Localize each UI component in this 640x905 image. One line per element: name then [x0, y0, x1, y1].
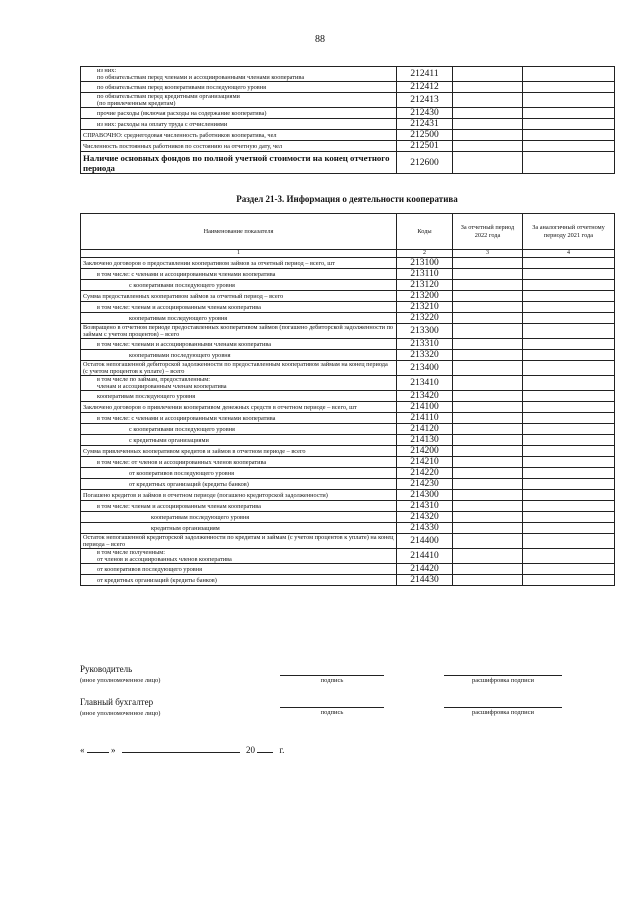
row-code: 213200 [397, 291, 453, 302]
value-previous-cell[interactable] [523, 424, 615, 435]
table-row [81, 269, 615, 280]
row-label: Сумма привлеченных кооперативом кредитов и займов в отчетном периоде – всего [81, 446, 397, 457]
date-close-quote: » [111, 745, 116, 755]
table-row [81, 402, 615, 413]
row-code: 214330 [397, 523, 453, 534]
top-table [80, 66, 615, 174]
row-code: 214310 [397, 501, 453, 512]
row-label: Заключено договоров о предоставлении кооперативом займов за отчетный период – всего, шт [81, 258, 397, 269]
value-previous-cell[interactable] [523, 258, 615, 269]
accountant-subtitle: (иное уполномоченное лицо) [80, 710, 161, 717]
row-label: из них: по обязательствам перед членами и ассоциированными членами кооператива [81, 67, 397, 82]
value-previous-cell[interactable] [523, 108, 615, 119]
row-label: от кооперативов последующего уровня [81, 564, 397, 575]
value-previous-cell[interactable] [523, 446, 615, 457]
value-previous-cell[interactable] [523, 119, 615, 130]
table-row [81, 82, 615, 93]
row-code: 212411 [397, 67, 453, 82]
value-current-cell[interactable] [453, 468, 523, 479]
value-current-cell[interactable] [453, 302, 523, 313]
accountant-title: Главный бухгалтер [80, 697, 154, 707]
row-label: СПРАВОЧНО: среднегодовая численность работников кооператива, чел [81, 130, 397, 141]
accountant-sign-label: подпись [320, 709, 344, 716]
table-row [81, 446, 615, 457]
row-code: 214230 [397, 479, 453, 490]
row-label: Наличие основных фондов по полной учетной стоимости на конец отчетного периода [81, 152, 397, 174]
row-code: 213220 [397, 313, 453, 324]
value-previous-cell[interactable] [523, 564, 615, 575]
accountant-signature-block [80, 697, 160, 719]
value-current-cell[interactable] [453, 391, 523, 402]
table-row [81, 549, 615, 564]
value-previous-cell[interactable] [523, 391, 615, 402]
row-label: от кредитных организаций (кредиты банков) [81, 575, 397, 586]
row-code: 213100 [397, 258, 453, 269]
value-previous-cell[interactable] [523, 82, 615, 93]
value-current-cell[interactable] [453, 152, 523, 174]
row-label: в том числе по займам, предоставленным: членам и ассоциированным членам кооператива [81, 376, 397, 391]
row-label: по обязательствам перед кооперативами последующего уровня [81, 82, 397, 93]
value-previous-cell[interactable] [523, 534, 615, 549]
row-label: в том числе: от членов и ассоциированных членов кооператива [81, 457, 397, 468]
value-current-cell[interactable] [453, 575, 523, 586]
row-code: 214220 [397, 468, 453, 479]
value-previous-cell[interactable] [523, 479, 615, 490]
table-row [81, 152, 615, 174]
value-current-cell[interactable] [453, 479, 523, 490]
row-code: 214410 [397, 549, 453, 564]
row-code: 213420 [397, 391, 453, 402]
value-previous-cell[interactable] [523, 130, 615, 141]
header-num-4: 4 [523, 250, 615, 258]
table-row [81, 564, 615, 575]
row-code: 214110 [397, 413, 453, 424]
value-previous-cell[interactable] [523, 402, 615, 413]
value-current-cell[interactable] [453, 67, 523, 82]
row-code: 214300 [397, 490, 453, 501]
value-previous-cell[interactable] [523, 67, 615, 82]
row-code: 214320 [397, 512, 453, 523]
value-previous-cell[interactable] [523, 435, 615, 446]
head-signature-block [80, 664, 160, 686]
table-row [81, 258, 615, 269]
row-code: 214100 [397, 402, 453, 413]
row-code: 212431 [397, 119, 453, 130]
value-current-cell[interactable] [453, 402, 523, 413]
value-current-cell[interactable] [453, 361, 523, 376]
row-code: 214400 [397, 534, 453, 549]
table-row [81, 324, 615, 339]
value-previous-cell[interactable] [523, 280, 615, 291]
row-label: Возвращено в отчетном периоде предоставленных кооперативом займов (погашено дебиторской задолженности по займам с учетом процентов) – всего [81, 324, 397, 339]
row-code: 214130 [397, 435, 453, 446]
header-num-1: 1 [81, 250, 397, 258]
value-current-cell[interactable] [453, 339, 523, 350]
row-label: из них: расходы на оплату труда с отчислениями [81, 119, 397, 130]
value-previous-cell[interactable] [523, 361, 615, 376]
value-previous-cell[interactable] [523, 413, 615, 424]
header-current: За отчетный период 2022 года [453, 214, 523, 250]
table-row [81, 361, 615, 376]
head-decode-line [444, 675, 562, 676]
table-row [81, 108, 615, 119]
row-label: в том числе: членам и ассоциированным членам кооператива [81, 302, 397, 313]
row-label: от кооперативов последующего уровня [81, 468, 397, 479]
row-code: 214430 [397, 575, 453, 586]
header-previous: За аналогичный отчетному периоду 2021 года [523, 214, 615, 250]
table-row [81, 119, 615, 130]
table-row [81, 280, 615, 291]
row-label: Сумма предоставленных кооперативом займов за отчетный период – всего [81, 291, 397, 302]
row-code: 213210 [397, 302, 453, 313]
header-num-3: 3 [453, 250, 523, 258]
table-row [81, 376, 615, 391]
accountant-sign-line [280, 707, 384, 708]
value-current-cell[interactable] [453, 446, 523, 457]
value-current-cell[interactable] [453, 280, 523, 291]
row-label: Численность постоянных работников по состоянию на отчетную дату, чел [81, 141, 397, 152]
row-label: с кооперативами последующего уровня [81, 280, 397, 291]
table-row [81, 523, 615, 534]
value-current-cell[interactable] [453, 350, 523, 361]
row-label: прочие расходы (включая расходы на содержание кооператива) [81, 108, 397, 119]
value-current-cell[interactable] [453, 523, 523, 534]
value-current-cell[interactable] [453, 501, 523, 512]
value-previous-cell[interactable] [523, 324, 615, 339]
row-code: 214210 [397, 457, 453, 468]
table-row [81, 339, 615, 350]
head-sign-label: подпись [320, 677, 344, 684]
value-current-cell[interactable] [453, 457, 523, 468]
head-decode-label: расшифровка подписи [471, 677, 535, 684]
date-year-suffix: г. [279, 745, 285, 755]
table-row [81, 391, 615, 402]
value-current-cell[interactable] [453, 376, 523, 391]
head-title: Руководитель [80, 664, 133, 674]
value-current-cell[interactable] [453, 258, 523, 269]
row-label: по обязательствам перед кредитными организациями (по привлеченным кредитам) [81, 93, 397, 108]
page-number: 88 [315, 34, 325, 45]
value-current-cell[interactable] [453, 512, 523, 523]
table-row [81, 291, 615, 302]
value-previous-cell[interactable] [523, 313, 615, 324]
section-title: Раздел 21-3. Информация о деятельности кооператива [236, 194, 458, 204]
row-code: 212500 [397, 130, 453, 141]
value-current-cell[interactable] [453, 564, 523, 575]
row-code: 213410 [397, 376, 453, 391]
row-code: 212600 [397, 152, 453, 174]
date-year-prefix: 20 [246, 745, 255, 755]
row-label: Заключено договоров о привлечении кооперативом денежных средств в отчетном периоде – всего, шт [81, 402, 397, 413]
row-label: Остаток непогашенной кредиторской задолженности по кредитам и займам (с учетом процентов к уплате) на конец периода – всего [81, 534, 397, 549]
table-row [81, 468, 615, 479]
row-label: от кредитных организаций (кредиты банков) [81, 479, 397, 490]
row-label: Остаток непогашенной дебиторской задолженности по предоставленным кооперативом займам на конец периода (с учетом процентов к уплате) – всего [81, 361, 397, 376]
activity-table [80, 213, 615, 586]
table-row [81, 93, 615, 108]
row-code: 212412 [397, 82, 453, 93]
row-label: в том числе: членами и ассоциированными членами кооператива [81, 339, 397, 350]
row-code: 213300 [397, 324, 453, 339]
header-code: Коды [397, 214, 453, 250]
value-previous-cell[interactable] [523, 141, 615, 152]
row-label: кооперативам последующего уровня [81, 391, 397, 402]
row-code: 213310 [397, 339, 453, 350]
row-label: в том числе: членам и ассоциированным членам кооператива [81, 501, 397, 512]
value-previous-cell[interactable] [523, 512, 615, 523]
table-row [81, 302, 615, 313]
row-label: кооперативам последующего уровня [81, 313, 397, 324]
row-code: 214120 [397, 424, 453, 435]
value-current-cell[interactable] [453, 549, 523, 564]
value-current-cell[interactable] [453, 130, 523, 141]
row-label: с кредитными организациями [81, 435, 397, 446]
row-code: 213120 [397, 280, 453, 291]
value-current-cell[interactable] [453, 93, 523, 108]
table-row [81, 490, 615, 501]
row-label: с кооперативами последующего уровня [81, 424, 397, 435]
value-current-cell[interactable] [453, 141, 523, 152]
value-previous-cell[interactable] [523, 93, 615, 108]
accountant-decode-line [444, 707, 562, 708]
value-current-cell[interactable] [453, 424, 523, 435]
date-line [80, 745, 284, 755]
table-row [81, 479, 615, 490]
head-sign-line [280, 675, 384, 676]
date-open-quote: « [80, 745, 85, 755]
row-code: 213110 [397, 269, 453, 280]
row-code: 212413 [397, 93, 453, 108]
value-previous-cell[interactable] [523, 291, 615, 302]
value-current-cell[interactable] [453, 534, 523, 549]
table-row [81, 130, 615, 141]
value-previous-cell[interactable] [523, 575, 615, 586]
table-row [81, 350, 615, 361]
value-previous-cell[interactable] [523, 269, 615, 280]
row-code: 212430 [397, 108, 453, 119]
value-current-cell[interactable] [453, 435, 523, 446]
row-code: 213400 [397, 361, 453, 376]
row-code: 214420 [397, 564, 453, 575]
table-row [81, 501, 615, 512]
table-row [81, 424, 615, 435]
table-row [81, 67, 615, 82]
table-row [81, 457, 615, 468]
table-row [81, 512, 615, 523]
table-row [81, 435, 615, 446]
table-row [81, 141, 615, 152]
row-label: кооперативами последующего уровня [81, 350, 397, 361]
row-code: 212501 [397, 141, 453, 152]
value-current-cell[interactable] [453, 324, 523, 339]
value-previous-cell[interactable] [523, 152, 615, 174]
value-current-cell[interactable] [453, 413, 523, 424]
table-row [81, 413, 615, 424]
row-code: 213320 [397, 350, 453, 361]
row-label: в том числе: с членами и ассоциированными членами кооператива [81, 269, 397, 280]
value-current-cell[interactable] [453, 108, 523, 119]
value-current-cell[interactable] [453, 490, 523, 501]
value-previous-cell[interactable] [523, 302, 615, 313]
row-label: в том числе: с членами и ассоциированными членами кооператива [81, 413, 397, 424]
table-row [81, 313, 615, 324]
value-previous-cell[interactable] [523, 350, 615, 361]
header-name: Наименование показателя [81, 214, 397, 250]
value-current-cell[interactable] [453, 313, 523, 324]
value-previous-cell[interactable] [523, 468, 615, 479]
value-previous-cell[interactable] [523, 457, 615, 468]
value-current-cell[interactable] [453, 291, 523, 302]
row-label: кредитным организациям [81, 523, 397, 534]
value-previous-cell[interactable] [523, 490, 615, 501]
value-previous-cell[interactable] [523, 339, 615, 350]
table-row [81, 575, 615, 586]
head-subtitle: (иное уполномоченное лицо) [80, 677, 161, 684]
value-current-cell[interactable] [453, 269, 523, 280]
row-label: кооперативам последующего уровня [81, 512, 397, 523]
row-label: Погашено кредитов и займов в отчетном периоде (погашено кредиторской задолженности) [81, 490, 397, 501]
value-current-cell[interactable] [453, 82, 523, 93]
value-previous-cell[interactable] [523, 549, 615, 564]
accountant-decode-label: расшифровка подписи [471, 709, 535, 716]
value-previous-cell[interactable] [523, 376, 615, 391]
value-previous-cell[interactable] [523, 523, 615, 534]
value-current-cell[interactable] [453, 119, 523, 130]
header-num-2: 2 [397, 250, 453, 258]
value-previous-cell[interactable] [523, 501, 615, 512]
row-code: 214200 [397, 446, 453, 457]
row-label: в том числе полученным: от членов и ассоциированных членов кооператива [81, 549, 397, 564]
table-row [81, 534, 615, 549]
